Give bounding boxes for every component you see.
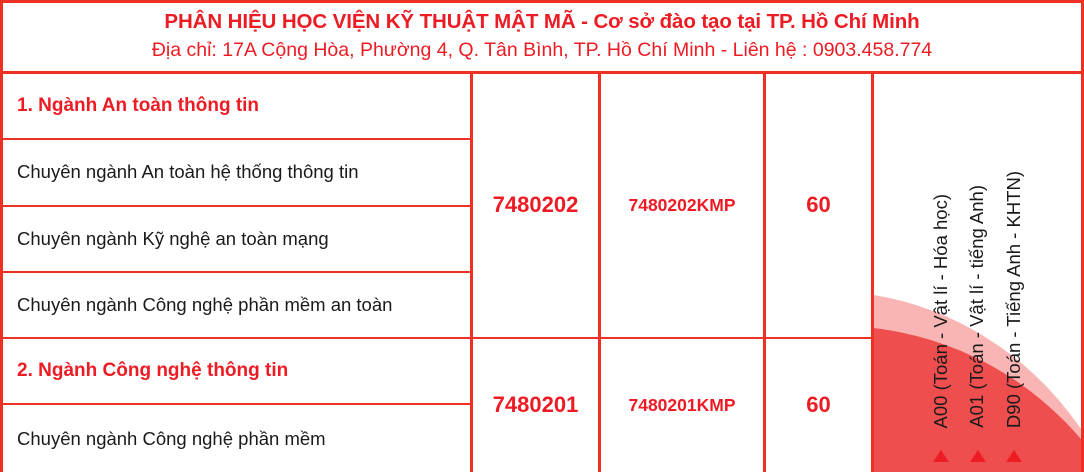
quota-column (766, 74, 874, 472)
triangle-marker-icon (970, 450, 986, 462)
subject-block-1 (923, 74, 960, 466)
major-name-column (3, 74, 473, 472)
subject-block-label-1: A00 (Toán - Vật lí - Hóa học) (929, 193, 951, 428)
subject-block-3 (996, 74, 1033, 466)
admission-code-2: 7480201KMP (628, 394, 736, 415)
admission-code-column (601, 74, 766, 472)
subject-block-label-3: D90 (Toán - Tiếng Anh - KHTN) (1002, 170, 1024, 428)
document-header (3, 3, 1081, 74)
major-row-2-1: Chuyên ngành Công nghệ phần mềm (17, 427, 326, 449)
major-row-1-1: Chuyên ngành An toàn hệ thống thông tin (3, 140, 470, 206)
major-code-2: 7480201 (492, 392, 579, 418)
triangle-marker-icon (1006, 450, 1022, 462)
major-code-1: 7480202 (473, 74, 598, 339)
triangle-marker-icon (933, 450, 949, 462)
group-heading-1: 1. Ngành An toàn thông tin (3, 74, 470, 140)
subject-block-label-2: A01 (Toán - Vật lí - tiếng Anh) (966, 185, 988, 428)
group-heading-2: 2. Ngành Công nghệ thông tin (3, 339, 470, 405)
admissions-table (3, 74, 1081, 472)
quota-1: 60 (766, 74, 871, 339)
admission-code-1: 7480202KMP (601, 74, 763, 339)
quota-2: 60 (806, 392, 831, 418)
subject-blocks-column (874, 74, 1081, 472)
major-row-1-2: Chuyên ngành Kỹ nghệ an toàn mạng (3, 207, 470, 273)
institution-address: Địa chỉ: 17A Cộng Hòa, Phường 4, Q. Tân Bình, TP. Hồ Chí Minh - Liên hệ : 0903.458.774 (151, 38, 933, 61)
institution-title: PHÂN HIỆU HỌC VIỆN KỸ THUẬT MẬT MÃ - Cơ sở đào tạo tại TP. Hồ Chí Minh (164, 10, 920, 33)
major-code-column (473, 74, 601, 472)
subject-block-2 (959, 74, 996, 466)
major-row-1-3: Chuyên ngành Công nghệ phần mềm an toàn (3, 273, 470, 339)
